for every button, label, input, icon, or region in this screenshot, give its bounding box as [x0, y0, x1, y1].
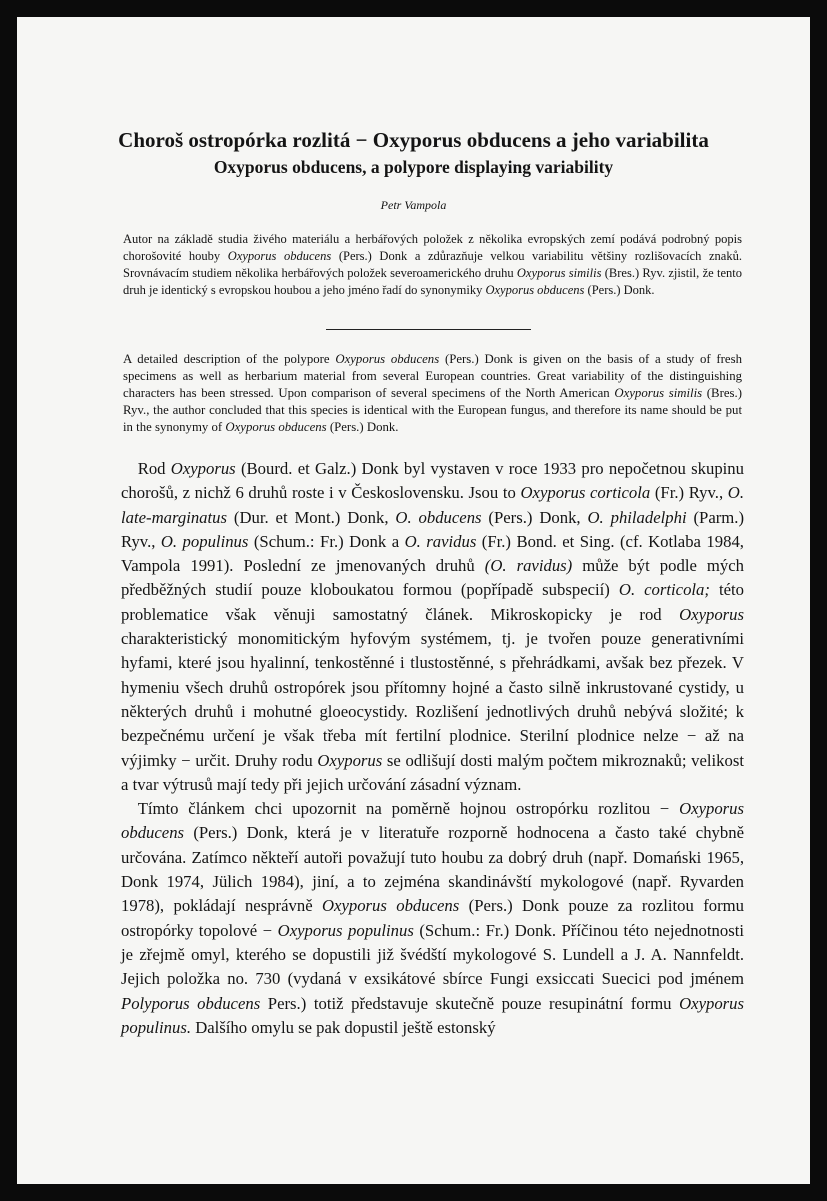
abstract-divider — [326, 329, 531, 330]
article-title: Choroš ostropórka rozlitá − Oxyporus obducens a jeho variabilita — [118, 128, 709, 152]
body-paragraph-1: Rod Oxyporus (Bourd. et Galz.) Donk byl vystaven v roce 1933 pro nepočetnou skupinu chorošů, z nichž 6 druhů roste i v Československu. Jsou to Oxyporus corticola (Fr.) Ryv., O. late-marginatus (Dur. et Mont.) Donk, O. obducens (Pers.) Donk, O. philadelphi (Parm.) Ryv., O. populinus (Schum.: Fr.) Donk a O. ravidus (Fr.) Bond. et Sing. (cf. Kotlaba 1984, Vampola 1991). Poslední ze jmenovaných druhů (O. ravidus) může být podle mých předběžných studií pouze kloboukatou formou (popřípadě subspecií) O. corticola; této problematice však věnuji samostatný článek. Mikroskopicky je rod Oxyporus charakteristický monomitickým hyfovým systémem, tj. je tvořen pouze generativními hyfami, které jsou hyalinní, tenkostěnné i tlustostěnné, s přehrádkami, avšak bez přezek. V hymeniu všech druhů ostropórek jsou přítomny hojné a často silně inkrustované cystidy, u některých druhů i mohutné gloeocystidy. Rozlišení jednotlivých druhů nebývá složité; k bezpečnému určení je však třeba mít fertilní plodnice. Sterilní plodnice nelze − až na výjimky − určit. Druhy rodu Oxyporus se odlišují dosti malým počtem mikroznaků; velikost a tvar výtrusů mají tedy při jejich určování zásadní význam. — [121, 459, 745, 794]
article-body — [121, 457, 744, 1040]
body-paragraph-2: Tímto článkem chci upozornit na poměrně hojnou ostropórku rozlitou − Oxyporus obducens (Pers.) Donk, která je v literatuře rozporně hodnocena a často také chybně určována. Zatímco někteří autoři považují tuto houbu za dobrý druh (např. Domański 1965, Donk 1974, Jülich 1984), jiní, a to zejména skandinávští mykologové (např. Ryvarden 1978), pokládají nesprávně Oxyporus obducens (Pers.) Donk pouze za rozlitou formu ostropórky topolové − Oxyporus populinus (Schum.: Fr.) Donk. Příčinou této nejednotnosti je zřejmě omyl, kterého se dopustili již švédští mykologové S. Lundell a J. A. Nannfeldt. Jejich položka no. 730 (vydaná v exsikátové sbírce Fungi exsiccati Suecici pod jménem Polyporus obducens Pers.) totiž představuje skutečně pouze resupinátní formu Oxyporus populinus. Dalšího omylu se pak dopustil ještě estonský — [121, 799, 744, 1037]
author-name: Petr Vampola — [380, 198, 447, 212]
article-subtitle: Oxyporus obducens, a polypore displaying variability — [213, 157, 614, 177]
abstract-english: A detailed description of the polypore Oxyporus obducens (Pers.) Donk is given on the basis of a study of fresh specimens as well as herbarium material from several European countries. Great variability of the distinguishing characters has been stressed. Upon comparison of several specimens of the North American Oxyporus similis (Bres.) Ryv., the author concluded that this species is identical with the European fungus, and therefore its name should be put in the synonymy of Oxyporus obducens (Pers.) Donk. — [123, 352, 742, 434]
abstract-czech: Autor na základě studia živého materiálu a herbářových položek z několika evropských zemí podává podrobný popis chorošovité houby Oxyporus obducens (Pers.) Donk a zdůrazňuje velkou variabilitu většiny rozlišovacích znaků. Srovnávacím studiem několika herbářových položek severoamerického druhu Oxyporus similis (Bres.) Ryv. zjistil, že tento druh je identický s evropskou houbou a jeho jméno řadí do synonymiky Oxyporus obducens (Pers.) Donk. — [123, 232, 742, 297]
